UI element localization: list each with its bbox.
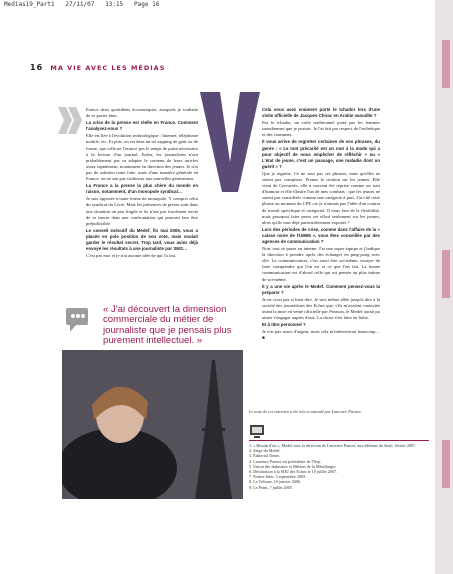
- computer-icon: [249, 424, 265, 440]
- chat-icon: [64, 305, 94, 335]
- page-number: 16: [30, 63, 44, 72]
- page-edge: [435, 0, 453, 574]
- paragraph: C'est pas moi et je n'ai aucune idée de qui l'a fait.: [86, 253, 177, 259]
- running-header: [30, 63, 165, 72]
- paragraph: France deux quotidiens économiques, auxquels je souhaite de se porter bien.: [86, 107, 198, 119]
- left-column: [86, 107, 198, 260]
- drop-cap-v: [200, 92, 260, 192]
- edge-tab: [442, 40, 450, 88]
- footnote: 7. France Inter, 3 septembre 2005.: [249, 474, 307, 480]
- footnote: 2. Siège du Medef.: [249, 448, 281, 454]
- paragraph: Que je regrette. Ce ne sont pas ces phrases, mais qu'elles ne soient pas comprises. Prenez la citation sur les jeunes. Elle vient de Cervantès, elle a souvent été reprise comme un trait d'humour et elle illustre l'un de mes combats : que les jeunes ne soient pas considérés comme une catégorie à part. J'ai cité cette phrase au moment du CPE car je n'aimais pas l'idée d'un contrat de travail spécifique et catégoriel. Il nous faut de la flexibilité, mais pourquoi faire peser cet effort seulement sur les jeunes, alors qu'ils sont déjà particulièrement exposés ?: [262, 170, 380, 225]
- quote-marks-icon: [58, 107, 82, 134]
- eiffel-tower-image: [62, 350, 243, 499]
- footnote: 8. La Tribune, 16 janvier 2006.: [249, 479, 302, 485]
- footnote: 4. Laurence Parisot est présidente de l'Ifop.: [249, 458, 322, 464]
- footnote: 1. « Besoin d'air », Medef sous la direction de Laurence Parisot, aux éditions du Seuil, février 2007.: [249, 443, 417, 448]
- paragraph: Et à titre personnel ?: [262, 322, 306, 328]
- edge-tab: [442, 440, 450, 488]
- paragraph: Elle est liée à l'évolution technologique : Internet, téléphonie mobile, etc. Et puis, on est dans un tel zapping de goût ou de forme, que celle ne l'avance pas le temps de puise nécessaire à la lecture d'un journal. Enfin, les journalistes n'ont probablement pas su adapter le contenu de leurs articles assez rapidement, notamment en direction des jeunes. Je n'ai pas de solution toute faite, mais d'une manière générale en France, on ne sait pas s'adresser aux nouvelles générations.: [86, 133, 198, 182]
- paragraph: Je n'ai pas assez d'argent, mais cela m'intéresserait beaucoup… ■: [262, 329, 380, 341]
- pull-quote: « J'ai découvert la dimension commerciale du métier de journaliste que je pensais plus purement intellectuel. »: [103, 304, 232, 347]
- right-column-top: [262, 107, 380, 342]
- paragraph: Il vous arrive de regretter certaines de vos phrases, du genre : « Le mot précarité est un mot à la mode qui a pour objectif de nous empêcher de réfléchir » ou « L'état de jeune, c'est un passage, une maladie dont on guérit » ?: [262, 139, 380, 169]
- footnote: 9. Le Point, 7 juillet 2005.: [249, 484, 293, 490]
- portrait-photo: [62, 350, 243, 499]
- footnote: 5. Union des Industries et Métiers de la Métallurgie.: [249, 463, 337, 469]
- paragraph: Non, tout se passe en interne. J'ai une super équipe et j'indique la direction à prendre après des échanges en ping-pong avec elle. La communication, c'est aussi être soi-même, essayer de faire comprendre qui l'on est et ce que l'on fait. La bonne communication est d'abord celle qui est pensée au plus intime de soi-même.: [262, 246, 380, 282]
- footnotes-list: [249, 443, 429, 490]
- edge-tab: [442, 250, 450, 298]
- paragraph: Je ne crois pas si bien dire. Je suis même allée jusqu'à dire à la société des journalistes des Echos que, s'ils m'avaient contactée avant la mise en vente officielle par Pearson, le Medef aurait pu aimer s'engager auprès d'eux. La chose s'est faite en Italie.: [262, 296, 380, 321]
- paragraph: Je suis opposée à toute forme de monopole. Y compris celui du syndicat du Livre. Mais les présences de presse sont dans une situation un peu fragile et ils n'ont pas forcément envie de se lancer dans une confrontation qui pourrait leur être préjudiciable.: [86, 196, 198, 226]
- footnote-rule: [249, 440, 429, 441]
- interview-caption: Le texte de cet entretien a été relu et amendé par Laurence Parisot.: [249, 409, 362, 414]
- section-title: MA VIE AVEC LES MÉDIAS: [50, 64, 166, 72]
- print-slug: Medias19_Part1 27/11/07 13:15 Page 16: [4, 1, 160, 8]
- paragraph: Pas le tchador, un voile traditionnel porté par les femmes saoudiennes que je portais. Je l'ai fait par respect de l'esthétique et des coutumes.: [262, 120, 380, 138]
- paragraph: La France a la presse la plus chère du monde en raison, notamment, d'un monopole syndical…: [86, 183, 198, 195]
- paragraph: Le conseil exécutif du Medef, fin mai 2005, vous a placée en pole position de son vote, mais voulait garder le résultat secret. Trop tard, vous aviez déjà envoyé les résultats à une journaliste par SMS…: [86, 227, 198, 252]
- footnote: 3. Éditorial Times.: [249, 453, 281, 459]
- paragraph: Lors des périodes de crise, comme dans l'affaire de la « caisse noire de l'UIMM », vous êtes conseillée par des agences de communication ?: [262, 226, 380, 244]
- paragraph: La crise de la presse est réelle en France. Comment l'analysez-vous ?: [86, 120, 198, 132]
- footnote: 6. Déclaration à la SIEJ des Echos le 10 juillet 2007.: [249, 469, 338, 475]
- paragraph: Cela vous avez vraiment porté le tchador lors d'une visite officielle de Jacques Chirac en Arabie saoudite ?: [262, 107, 380, 119]
- paragraph: Il y a une vie après le Medef. Comment pensez-vous la préparer ?: [262, 283, 380, 295]
